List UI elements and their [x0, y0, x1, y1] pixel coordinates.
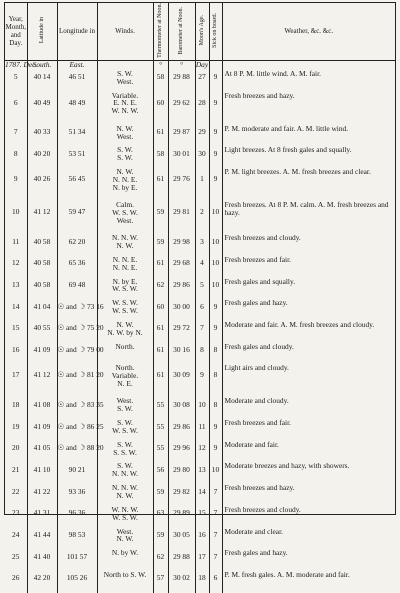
winds-cell — [97, 234, 153, 256]
moon-age-cell: 11 — [195, 419, 209, 441]
weather-cell: Fresh breezes and cloudy. — [224, 504, 301, 514]
log-row — [5, 278, 395, 300]
wind-entry: West. — [116, 215, 134, 225]
day-cell: 26 — [5, 571, 27, 593]
sick-cell: 9 — [209, 70, 222, 92]
wind-entry: N. N. E. — [112, 174, 138, 184]
barometer-cell: 29 87 — [168, 125, 195, 147]
latitude-cell: 40 20 — [27, 146, 57, 168]
winds-cell — [97, 278, 153, 300]
thermometer-cell: 56 — [153, 462, 168, 484]
barometer-cell: 29 86 — [168, 278, 195, 300]
day-cell: 15 — [5, 321, 27, 343]
units-row — [5, 60, 395, 70]
day-cell: 6 — [5, 92, 27, 125]
day-cell: 23 — [5, 506, 27, 528]
weather-cell: Light breezes. At 8 fresh gales and squally. — [224, 145, 352, 155]
col-winds-header: Winds. — [97, 3, 153, 60]
longitude-cell: 90 21 — [57, 462, 97, 484]
thermometer-cell: 61 — [153, 364, 168, 397]
winds-cell — [97, 549, 153, 571]
day-cell: 5 — [5, 70, 27, 92]
thermometer-cell: 60 — [153, 299, 168, 321]
longitude-cell: 53 51 — [57, 146, 97, 168]
longitude-cell: ☉ and ☽ 86 25 — [57, 419, 97, 441]
log-row — [5, 201, 395, 234]
barometer-cell: 30 09 — [168, 364, 195, 397]
thermometer-cell: 61 — [153, 321, 168, 343]
barometer-cell: 30 01 — [168, 146, 195, 168]
barometer-cell: 30 02 — [168, 571, 195, 593]
moon-age-cell: 4 — [195, 256, 209, 278]
thermometer-cell: 57 — [153, 571, 168, 593]
wind-entry: W. N. W. — [111, 106, 139, 116]
barometer-cell: 30 05 — [168, 528, 195, 550]
barometer-cell: 29 76 — [168, 168, 195, 201]
log-page — [4, 2, 396, 583]
log-row — [5, 441, 395, 463]
wind-entry: S. W. — [117, 145, 133, 155]
barometer-cell: 30 16 — [168, 343, 195, 365]
day-cell: 12 — [5, 256, 27, 278]
weather-cell: Fresh breezes and hazy. — [224, 483, 295, 493]
wind-entry: Variable. — [111, 90, 139, 100]
longitude-cell: 65 36 — [57, 256, 97, 278]
moon-age-cell: 6 — [195, 299, 209, 321]
moon-age-cell: 16 — [195, 528, 209, 550]
latitude-unit: South. — [27, 60, 57, 70]
barometer-cell: 29 88 — [168, 70, 195, 92]
weather-cell: At 8 P. M. little wind. A. M. fair. — [224, 68, 321, 78]
col-thermometer-header: Thermometer at Noon. — [153, 3, 168, 60]
weather-cell: Fresh gales and cloudy. — [224, 341, 294, 351]
log-row — [5, 70, 395, 92]
weather-cell: Fresh breezes and cloudy. — [224, 233, 301, 243]
latitude-cell: 40 58 — [27, 234, 57, 256]
barometer-cell: 29 89 — [168, 506, 195, 528]
sick-cell: 7 — [209, 484, 222, 506]
wind-entry: West. — [116, 526, 134, 536]
barometer-unit: ° — [168, 60, 195, 70]
day-cell: 7 — [5, 125, 27, 147]
latitude-cell: 41 10 — [27, 462, 57, 484]
winds-cell — [97, 70, 153, 92]
day-cell: 10 — [5, 201, 27, 234]
day-cell: 24 — [5, 528, 27, 550]
log-row — [5, 484, 395, 506]
longitude-unit: East. — [57, 60, 97, 70]
thermometer-cell: 55 — [153, 441, 168, 463]
moon-age-cell: 2 — [195, 201, 209, 234]
log-row — [5, 419, 395, 441]
log-row — [5, 528, 395, 550]
winds-cell — [97, 397, 153, 419]
longitude-cell: ☉ and ☽ 73 16 — [57, 299, 97, 321]
barometer-cell: 30 00 — [168, 299, 195, 321]
weather-cell: Fresh breezes. At 8 P. M. calm. A. M. fresh breezes and hazy. — [224, 200, 389, 217]
wind-entry: S. W. — [117, 439, 133, 449]
weather-cell: Light airs and cloudy. — [224, 363, 289, 373]
day-cell: 13 — [5, 278, 27, 300]
sick-cell: 9 — [209, 419, 222, 441]
sick-cell: 10 — [209, 201, 222, 234]
latitude-cell: 40 49 — [27, 92, 57, 125]
moon-age-cell: 9 — [195, 364, 209, 397]
moon-age-cell: 10 — [195, 397, 209, 419]
barometer-cell: 29 96 — [168, 441, 195, 463]
weather-cell: Fresh breezes and fair. — [224, 254, 291, 264]
thermometer-cell: 59 — [153, 234, 168, 256]
wind-entry: N. N. E. — [112, 262, 138, 272]
thermometer-cell: 59 — [153, 484, 168, 506]
sick-cell: 7 — [209, 549, 222, 571]
day-cell: 11 — [5, 234, 27, 256]
longitude-cell: 59 47 — [57, 201, 97, 234]
longitude-cell: 48 49 — [57, 92, 97, 125]
wind-entry: N. N. W. — [111, 483, 139, 493]
sick-cell: 10 — [209, 234, 222, 256]
longitude-cell: 46 51 — [57, 70, 97, 92]
log-row — [5, 343, 395, 365]
sick-cell: 7 — [209, 506, 222, 528]
barometer-cell: 29 82 — [168, 484, 195, 506]
sick-cell: 9 — [209, 146, 222, 168]
day-cell: 17 — [5, 364, 27, 397]
weather-cell: P. M. fresh gales. A. M. moderate and fair. — [224, 569, 350, 579]
wind-entry: N. W. — [116, 491, 134, 501]
year-month-label: 1787. Dec. — [5, 59, 38, 69]
latitude-cell: 40 33 — [27, 125, 57, 147]
weather-cell: Fresh gales and hazy. — [224, 548, 288, 558]
day-cell: 20 — [5, 441, 27, 463]
wind-entry: North to S. W. — [103, 569, 147, 579]
thermometer-cell: 59 — [153, 201, 168, 234]
log-row — [5, 549, 395, 571]
winds-cell — [97, 201, 153, 234]
log-row — [5, 125, 395, 147]
day-cell: 19 — [5, 419, 27, 441]
sick-cell: 7 — [209, 528, 222, 550]
winds-cell — [97, 168, 153, 201]
latitude-cell: 41 04 — [27, 299, 57, 321]
winds-cell — [97, 571, 153, 593]
winds-cell — [97, 256, 153, 278]
log-row — [5, 299, 395, 321]
sick-cell: 9 — [209, 92, 222, 125]
weather-log-table — [5, 3, 395, 593]
log-row — [5, 168, 395, 201]
wind-entry: North. — [115, 363, 135, 373]
moon-age-cell: 18 — [195, 571, 209, 593]
weather-cell: Moderate and clear. — [224, 526, 283, 536]
wind-entry: S. W. — [117, 418, 133, 428]
winds-cell — [97, 364, 153, 397]
winds-cell — [97, 92, 153, 125]
latitude-cell: 41 22 — [27, 484, 57, 506]
moon-age-cell: 17 — [195, 549, 209, 571]
wind-entry: W. S. W. — [112, 284, 138, 294]
wind-entry: West. — [116, 396, 134, 406]
sick-cell: 8 — [209, 397, 222, 419]
wind-entry: N. E. — [117, 379, 133, 389]
thermometer-cell: 62 — [153, 549, 168, 571]
latitude-cell: 41 12 — [27, 201, 57, 234]
thermometer-cell: 59 — [153, 528, 168, 550]
wind-entry: S. W. — [117, 404, 133, 414]
winds-cell — [97, 343, 153, 365]
day-cell: 9 — [5, 168, 27, 201]
barometer-cell: 29 81 — [168, 201, 195, 234]
wind-entry: W. S. W. — [112, 298, 138, 308]
moon-age-cell: 7 — [195, 321, 209, 343]
day-cell: 16 — [5, 343, 27, 365]
moon-age-cell: 14 — [195, 484, 209, 506]
wind-entry: W. S. W. — [112, 306, 138, 316]
weather-cell: Moderate and cloudy. — [224, 396, 289, 406]
winds-cell — [97, 125, 153, 147]
winds-cell — [97, 419, 153, 441]
latitude-cell: 42 20 — [27, 571, 57, 593]
wind-entry: N. W. — [116, 166, 134, 176]
winds-cell — [97, 321, 153, 343]
latitude-cell: 41 44 — [27, 528, 57, 550]
barometer-cell: 29 88 — [168, 549, 195, 571]
thermometer-unit: ° — [153, 60, 168, 70]
longitude-cell: 96 36 — [57, 506, 97, 528]
moon-age-cell: 13 — [195, 462, 209, 484]
col-weather-header: Weather, &c. &c. — [222, 3, 395, 60]
thermometer-cell: 58 — [153, 146, 168, 168]
day-cell: 22 — [5, 484, 27, 506]
barometer-cell: 29 68 — [168, 256, 195, 278]
winds-cell — [97, 299, 153, 321]
sick-cell: 9 — [209, 299, 222, 321]
log-row — [5, 571, 395, 593]
moon-age-cell: 28 — [195, 92, 209, 125]
winds-cell — [97, 528, 153, 550]
col-latitude-header: Latitude in — [27, 3, 57, 60]
sick-cell: 9 — [209, 441, 222, 463]
longitude-cell: 69 48 — [57, 278, 97, 300]
thermometer-cell: 58 — [153, 70, 168, 92]
wind-entry: N. N. E. — [112, 254, 138, 264]
wind-entry: E. N. E. — [113, 98, 137, 108]
wind-entry: N. W. — [116, 534, 134, 544]
sick-cell: 9 — [209, 321, 222, 343]
latitude-cell: 41 09 — [27, 419, 57, 441]
day-cell: 21 — [5, 462, 27, 484]
wind-entry: S. S. W. — [113, 447, 137, 457]
wind-entry: N. W. — [116, 319, 134, 329]
day-cell: 8 — [5, 146, 27, 168]
latitude-cell: 40 26 — [27, 168, 57, 201]
weather-cell: Fresh breezes and fair. — [224, 418, 291, 428]
wind-entry: N. by E. — [112, 276, 138, 286]
wind-entry: N. by W. — [111, 548, 139, 558]
wind-entry: N. N. W. — [111, 469, 139, 479]
moon-age-cell: 8 — [195, 343, 209, 365]
moon-age-cell: 27 — [195, 70, 209, 92]
moon-age-cell: 29 — [195, 125, 209, 147]
col-sick-header: Sick on board. — [209, 3, 222, 60]
longitude-cell: ☉ and ☽ 81 20 — [57, 364, 97, 397]
latitude-cell: 40 58 — [27, 256, 57, 278]
wind-entry: W. N. W. — [111, 504, 139, 514]
header-row — [5, 3, 395, 60]
moon-unit: Day — [195, 59, 209, 69]
longitude-cell: 62 20 — [57, 234, 97, 256]
sick-cell: 10 — [209, 256, 222, 278]
longitude-cell: 51 34 — [57, 125, 97, 147]
sick-cell: 10 — [209, 462, 222, 484]
log-row — [5, 234, 395, 256]
weather-cell: Fresh breezes and hazy. — [224, 90, 295, 100]
latitude-cell: 41 05 — [27, 441, 57, 463]
col-date-header: Year, Month, and Day. — [5, 3, 27, 60]
thermometer-cell: 61 — [153, 343, 168, 365]
wind-entry: S. W. — [117, 153, 133, 163]
latitude-cell: 41 12 — [27, 364, 57, 397]
longitude-cell: ☉ and ☽ 79 00 — [57, 343, 97, 365]
log-row — [5, 364, 395, 397]
thermometer-cell: 55 — [153, 397, 168, 419]
barometer-cell: 29 72 — [168, 321, 195, 343]
longitude-cell: 105 26 — [57, 571, 97, 593]
day-cell: 18 — [5, 397, 27, 419]
sick-cell: 6 — [209, 571, 222, 593]
thermometer-cell: 61 — [153, 168, 168, 201]
barometer-cell: 29 80 — [168, 462, 195, 484]
sick-cell: 9 — [209, 168, 222, 201]
sick-cell: 8 — [209, 364, 222, 397]
wind-entry: S. W. — [117, 68, 133, 78]
latitude-cell: 41 08 — [27, 397, 57, 419]
log-row — [5, 146, 395, 168]
winds-cell — [97, 484, 153, 506]
col-longitude-header: Longitude in — [57, 3, 97, 60]
log-row — [5, 506, 395, 528]
wind-entry: N. N. W. — [111, 233, 139, 243]
weather-cell: P. M. light breezes. A. M. fresh breezes and clear. — [224, 166, 371, 176]
moon-age-cell: 12 — [195, 441, 209, 463]
day-cell: 25 — [5, 549, 27, 571]
latitude-cell: 41 31 — [27, 506, 57, 528]
longitude-cell: ☉ and ☽ 75 20 — [57, 321, 97, 343]
barometer-cell: 30 08 — [168, 397, 195, 419]
winds-cell — [97, 462, 153, 484]
weather-cell: Moderate breezes and hazy, with showers. — [224, 461, 350, 471]
wind-entry: Calm. — [116, 200, 134, 210]
col-moon-header: Moon's Age. — [195, 3, 209, 60]
sick-cell: 10 — [209, 278, 222, 300]
wind-entry: W. S. W. — [112, 512, 138, 522]
moon-age-cell: 1 — [195, 168, 209, 201]
latitude-cell: 41 40 — [27, 549, 57, 571]
longitude-cell: 93 36 — [57, 484, 97, 506]
latitude-cell: 40 14 — [27, 70, 57, 92]
moon-age-cell: 3 — [195, 234, 209, 256]
weather-cell: Fresh gales and squally. — [224, 276, 296, 286]
wind-entry: N. W. — [116, 123, 134, 133]
thermometer-cell: 60 — [153, 92, 168, 125]
thermometer-cell: 55 — [153, 419, 168, 441]
thermometer-cell: 61 — [153, 256, 168, 278]
moon-age-cell: 15 — [195, 506, 209, 528]
day-cell: 14 — [5, 299, 27, 321]
log-row — [5, 397, 395, 419]
weather-cell: Fresh gales and hazy. — [224, 298, 288, 308]
log-row — [5, 462, 395, 484]
winds-cell — [97, 506, 153, 528]
longitude-cell: ☉ and ☽ 83 35 — [57, 397, 97, 419]
thermometer-cell: 61 — [153, 125, 168, 147]
wind-entry: N. W. — [116, 241, 134, 251]
sick-cell: 8 — [209, 343, 222, 365]
latitude-cell: 41 09 — [27, 343, 57, 365]
longitude-cell: ☉ and ☽ 88 20 — [57, 441, 97, 463]
barometer-cell: 29 98 — [168, 234, 195, 256]
wind-entry: N. by E. — [112, 182, 138, 192]
weather-cell: P. M. moderate and fair. A. M. little wind. — [224, 123, 349, 133]
wind-entry: North. — [115, 341, 135, 351]
log-row — [5, 321, 395, 343]
winds-cell — [97, 441, 153, 463]
wind-entry: Variable. — [111, 371, 139, 381]
log-row — [5, 256, 395, 278]
wind-entry: N. W. by N. — [107, 327, 143, 337]
thermometer-cell: 63 — [153, 506, 168, 528]
wind-entry: West. — [116, 76, 134, 86]
longitude-cell: 101 57 — [57, 549, 97, 571]
weather-cell: Moderate and fair. — [224, 439, 279, 449]
barometer-cell: 29 62 — [168, 92, 195, 125]
thermometer-cell: 62 — [153, 278, 168, 300]
moon-age-cell: 30 — [195, 146, 209, 168]
wind-entry: S. W. — [117, 461, 133, 471]
col-barometer-header: Barometer at Noon. — [168, 3, 195, 60]
wind-entry: W. S. W. — [112, 207, 138, 217]
latitude-cell: 40 58 — [27, 278, 57, 300]
longitude-cell: 98 53 — [57, 528, 97, 550]
latitude-cell: 40 55 — [27, 321, 57, 343]
longitude-cell: 56 45 — [57, 168, 97, 201]
weather-cell: Moderate and fair. A. M. fresh breezes and cloudy. — [224, 319, 375, 329]
moon-age-cell: 5 — [195, 278, 209, 300]
log-row — [5, 92, 395, 125]
wind-entry: West. — [116, 131, 134, 141]
barometer-cell: 29 86 — [168, 419, 195, 441]
winds-cell — [97, 146, 153, 168]
wind-entry: W. S. W. — [112, 425, 138, 435]
sick-cell: 9 — [209, 125, 222, 147]
